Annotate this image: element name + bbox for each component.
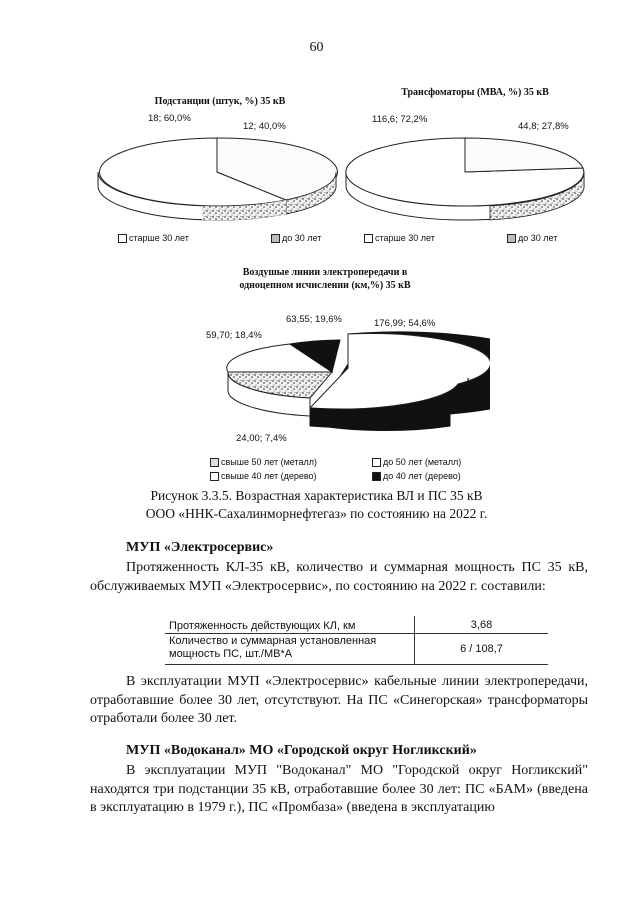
section1-intro-paragraph: Протяженность КЛ-35 кВ, количество и суммарная мощность ПС 35 кВ, обслуживаемых МУП «Электросервис», по состоянию на 2022 г. составили: — [90, 560, 588, 594]
legend-swatch — [372, 472, 381, 481]
lines-label-b: 24,00; 7,4% — [236, 433, 287, 444]
substations-legend-old — [118, 233, 189, 243]
section-heading-electroservice: МУП «Электросервис» — [126, 540, 274, 555]
section-heading-vodokanal: МУП «Водоканал» МО «Городской округ Ногликский» — [126, 743, 477, 758]
lines-legend-b — [372, 457, 461, 467]
transformers-label-old: 116,6; 72,2% — [372, 114, 428, 125]
legend-swatch — [507, 234, 516, 243]
table-cell-label: Протяженность действующих КЛ, км — [165, 616, 415, 634]
legend-label: до 40 лет (дерево) — [383, 471, 461, 481]
legend-swatch — [372, 458, 381, 467]
lines-legend-a — [210, 457, 317, 467]
figure-caption-line2: ООО «ННК-Сахалинморнефтегаз» по состоянию на 2022 г. — [145, 506, 488, 521]
substations-pie-chart — [92, 126, 342, 226]
legend-label: старше 30 лет — [129, 233, 189, 243]
legend-label: свыше 50 лет (металл) — [221, 457, 317, 467]
lines-chart-title-line1: Воздушые линии электропередачи в — [242, 267, 408, 278]
lines-label-d: 63,55; 19,6% — [286, 314, 342, 325]
table-cell-value: 6 / 108,7 — [415, 634, 549, 665]
page-number: 60 — [309, 40, 324, 55]
legend-swatch — [210, 458, 219, 467]
lines-chart-title-line2: одноцепном исчислении (км,%) 35 кВ — [239, 280, 411, 291]
lines-legend-d — [372, 471, 461, 481]
legend-label: до 30 лет — [518, 233, 558, 243]
kl-table — [165, 616, 548, 665]
transformers-pie-chart — [340, 126, 590, 226]
legend-label: старше 30 лет — [375, 233, 435, 243]
section2-body-paragraph: В эксплуатации МУП "Водоканал" МО "Городской округ Ногликский" находятся три подстанции 35 кВ, отработавшие более 30 лет: ПС «БАМ» (введена в эксплуатацию в 1979 г.), ПС «Промбаза» (введена в эксплуатацию — [90, 763, 588, 815]
transformers-legend-new — [507, 233, 557, 243]
legend-label: свыше 40 лет (дерево) — [221, 471, 317, 481]
transformers-chart-title: Трансфоматоры (МВА, %) 35 кВ — [401, 87, 549, 98]
legend-swatch — [210, 472, 219, 481]
lines-label-c: 59,70; 18,4% — [206, 330, 262, 341]
table-row — [165, 634, 548, 665]
lines-pie-chart — [200, 326, 490, 436]
legend-label: до 50 лет (металл) — [383, 457, 462, 467]
lines-chart-title — [200, 266, 450, 292]
transformers-legend-old — [364, 233, 435, 243]
transformers-slice-new — [465, 138, 583, 172]
substations-label-new: 12; 40,0% — [243, 121, 286, 132]
figure-caption-line1: Рисунок 3.3.5. Возрастная характеристика ВЛ и ПС 35 кВ — [150, 488, 483, 503]
substations-legend-new — [271, 233, 321, 243]
legend-swatch — [271, 234, 280, 243]
table-cell-value: 3,68 — [415, 616, 549, 634]
lines-legend-c — [210, 471, 317, 481]
substations-label-old: 18; 60,0% — [148, 113, 191, 124]
substations-chart-title: Подстанции (штук, %) 35 кВ — [154, 96, 286, 107]
section1-body-paragraph: В эксплуатации МУП «Электросервис» кабельные линии электропередачи, отработавшие более 30 лет, отсутствуют. На ПС «Синегорская» трансформаторы отработали более 30 лет. — [90, 674, 588, 726]
transformers-label-new: 44,8; 27,8% — [518, 121, 569, 132]
table-row — [165, 616, 548, 634]
legend-swatch — [118, 234, 127, 243]
legend-swatch — [364, 234, 373, 243]
table-cell-label: Количество и суммарная установленная мощность ПС, шт./МВ*А — [165, 634, 415, 665]
lines-label-a: 176,99; 54,6% — [374, 318, 436, 329]
legend-label: до 30 лет — [282, 233, 322, 243]
